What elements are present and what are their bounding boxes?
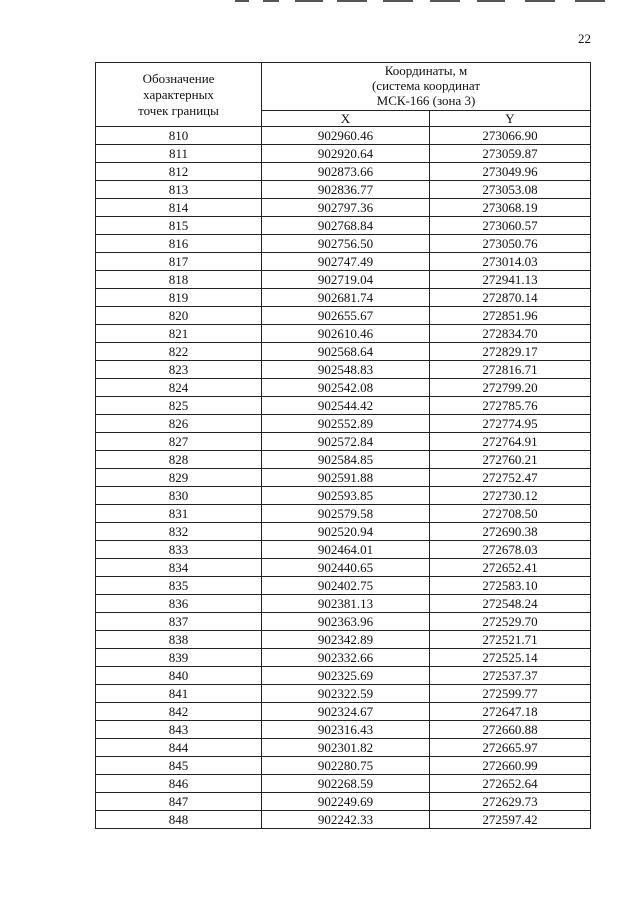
x-coordinate-cell: 902579.58 [262, 505, 430, 523]
x-coordinate-cell: 902242.33 [262, 811, 430, 829]
y-coordinate-cell: 272599.77 [430, 685, 591, 703]
y-coordinate-cell: 272785.76 [430, 397, 591, 415]
point-number-cell: 817 [96, 253, 262, 271]
y-coordinate-cell: 273059.87 [430, 145, 591, 163]
point-number-cell: 842 [96, 703, 262, 721]
point-number-cell: 816 [96, 235, 262, 253]
y-coordinate-cell: 272851.96 [430, 307, 591, 325]
point-number-cell: 820 [96, 307, 262, 325]
x-coordinate-cell: 902552.89 [262, 415, 430, 433]
x-coordinate-cell: 902572.84 [262, 433, 430, 451]
table-row [96, 685, 591, 703]
y-coordinate-cell: 272521.71 [430, 631, 591, 649]
table-row [96, 271, 591, 289]
table-row [96, 397, 591, 415]
x-coordinate-cell: 902591.88 [262, 469, 430, 487]
table-row [96, 361, 591, 379]
x-coordinate-cell: 902520.94 [262, 523, 430, 541]
table-row [96, 469, 591, 487]
y-coordinate-cell: 272665.97 [430, 739, 591, 757]
table-row [96, 523, 591, 541]
table-row [96, 145, 591, 163]
point-number-cell: 825 [96, 397, 262, 415]
table-row [96, 289, 591, 307]
y-coordinate-cell: 272870.14 [430, 289, 591, 307]
x-coordinate-cell: 902363.96 [262, 613, 430, 631]
x-coordinate-cell: 902440.65 [262, 559, 430, 577]
point-number-cell: 822 [96, 343, 262, 361]
x-coordinate-cell: 902610.46 [262, 325, 430, 343]
point-number-cell: 838 [96, 631, 262, 649]
point-number-cell: 839 [96, 649, 262, 667]
scan-top-marks [225, 0, 625, 4]
table-header [96, 63, 591, 127]
y-coordinate-cell: 272660.99 [430, 757, 591, 775]
x-coordinate-cell: 902324.67 [262, 703, 430, 721]
table-row [96, 775, 591, 793]
point-number-cell: 826 [96, 415, 262, 433]
x-coordinate-cell: 902542.08 [262, 379, 430, 397]
point-number-cell: 835 [96, 577, 262, 595]
table-row [96, 559, 591, 577]
y-column-header: Y [430, 111, 591, 127]
table-row [96, 415, 591, 433]
y-coordinate-cell: 272752.47 [430, 469, 591, 487]
table-row [96, 307, 591, 325]
y-coordinate-cell: 272583.10 [430, 577, 591, 595]
point-number-cell: 824 [96, 379, 262, 397]
x-coordinate-cell: 902719.04 [262, 271, 430, 289]
table-row [96, 199, 591, 217]
x-coordinate-cell: 902322.59 [262, 685, 430, 703]
x-coordinate-cell: 902568.64 [262, 343, 430, 361]
x-coordinate-cell: 902681.74 [262, 289, 430, 307]
x-coordinate-cell: 902768.84 [262, 217, 430, 235]
point-number-cell: 848 [96, 811, 262, 829]
y-coordinate-cell: 272764.91 [430, 433, 591, 451]
table-row [96, 343, 591, 361]
table-row [96, 631, 591, 649]
point-number-cell: 823 [96, 361, 262, 379]
x-coordinate-cell: 902920.64 [262, 145, 430, 163]
x-coordinate-cell: 902544.42 [262, 397, 430, 415]
y-coordinate-cell: 272708.50 [430, 505, 591, 523]
point-number-cell: 827 [96, 433, 262, 451]
y-coordinate-cell: 273066.90 [430, 127, 591, 145]
point-number-cell: 847 [96, 793, 262, 811]
point-number-cell: 844 [96, 739, 262, 757]
x-coordinate-cell: 902756.50 [262, 235, 430, 253]
table-row [96, 163, 591, 181]
table-row [96, 811, 591, 829]
y-coordinate-cell: 272799.20 [430, 379, 591, 397]
table-row [96, 487, 591, 505]
y-coordinate-cell: 273053.08 [430, 181, 591, 199]
point-number-cell: 811 [96, 145, 262, 163]
point-number-cell: 834 [96, 559, 262, 577]
x-coordinate-cell: 902268.59 [262, 775, 430, 793]
y-coordinate-cell: 273060.57 [430, 217, 591, 235]
x-coordinate-cell: 902301.82 [262, 739, 430, 757]
coordinates-label-line: Координаты, м [384, 63, 468, 78]
table-row [96, 217, 591, 235]
y-coordinate-cell: 273068.19 [430, 199, 591, 217]
y-coordinate-cell: 272660.88 [430, 721, 591, 739]
x-coordinate-cell: 902316.43 [262, 721, 430, 739]
y-coordinate-cell: 272529.70 [430, 613, 591, 631]
x-column-header: X [262, 111, 430, 127]
y-coordinate-cell: 273050.76 [430, 235, 591, 253]
y-coordinate-cell: 272760.21 [430, 451, 591, 469]
point-number-cell: 840 [96, 667, 262, 685]
y-coordinate-cell: 272941.13 [430, 271, 591, 289]
table-row [96, 379, 591, 397]
y-coordinate-cell: 272548.24 [430, 595, 591, 613]
y-coordinate-cell: 272629.73 [430, 793, 591, 811]
x-coordinate-cell: 902593.85 [262, 487, 430, 505]
table-row [96, 181, 591, 199]
x-coordinate-cell: 902464.01 [262, 541, 430, 559]
point-number-cell: 821 [96, 325, 262, 343]
table-row [96, 433, 591, 451]
table-row [96, 127, 591, 145]
y-coordinate-cell: 273049.96 [430, 163, 591, 181]
point-number-cell: 830 [96, 487, 262, 505]
point-number-cell: 843 [96, 721, 262, 739]
point-number-cell: 837 [96, 613, 262, 631]
x-coordinate-cell: 902747.49 [262, 253, 430, 271]
table-row [96, 451, 591, 469]
y-coordinate-cell: 273014.03 [430, 253, 591, 271]
y-coordinate-cell: 272525.14 [430, 649, 591, 667]
x-coordinate-cell: 902280.75 [262, 757, 430, 775]
table-row [96, 739, 591, 757]
y-coordinate-cell: 272537.37 [430, 667, 591, 685]
x-coordinate-cell: 902797.36 [262, 199, 430, 217]
point-number-cell: 828 [96, 451, 262, 469]
point-number-cell: 836 [96, 595, 262, 613]
coordinates-label-line: (система координат [371, 78, 481, 93]
page-number: 22 [578, 31, 591, 46]
table-row [96, 505, 591, 523]
coordinates-table [95, 62, 591, 829]
table-row [96, 703, 591, 721]
x-coordinate-cell: 902836.77 [262, 181, 430, 199]
point-label-line: Обозначение [142, 70, 215, 86]
point-number-cell: 814 [96, 199, 262, 217]
coordinates-label-line: МСК-166 (зона 3) [376, 93, 476, 108]
y-coordinate-cell: 272834.70 [430, 325, 591, 343]
point-number-cell: 832 [96, 523, 262, 541]
point-label-line: характерных [143, 86, 214, 102]
table-row [96, 253, 591, 271]
x-coordinate-cell: 902960.46 [262, 127, 430, 145]
x-coordinate-cell: 902332.66 [262, 649, 430, 667]
table-row [96, 757, 591, 775]
point-number-cell: 831 [96, 505, 262, 523]
table-row [96, 595, 591, 613]
point-number-cell: 810 [96, 127, 262, 145]
table-row [96, 577, 591, 595]
x-coordinate-cell: 902325.69 [262, 667, 430, 685]
x-coordinate-cell: 902402.75 [262, 577, 430, 595]
x-coordinate-cell: 902342.89 [262, 631, 430, 649]
y-coordinate-cell: 272647.18 [430, 703, 591, 721]
point-number-cell: 846 [96, 775, 262, 793]
point-number-cell: 812 [96, 163, 262, 181]
table-row [96, 325, 591, 343]
x-coordinate-cell: 902873.66 [262, 163, 430, 181]
point-number-cell: 813 [96, 181, 262, 199]
y-coordinate-cell: 272816.71 [430, 361, 591, 379]
x-coordinate-cell: 902381.13 [262, 595, 430, 613]
table-row [96, 667, 591, 685]
x-coordinate-cell: 902249.69 [262, 793, 430, 811]
x-coordinate-cell: 902548.83 [262, 361, 430, 379]
point-number-cell: 833 [96, 541, 262, 559]
point-number-cell: 829 [96, 469, 262, 487]
table-row [96, 649, 591, 667]
x-coordinate-cell: 902584.85 [262, 451, 430, 469]
y-coordinate-cell: 272690.38 [430, 523, 591, 541]
table-row [96, 235, 591, 253]
point-number-cell: 845 [96, 757, 262, 775]
point-number-cell: 818 [96, 271, 262, 289]
x-coordinate-cell: 902655.67 [262, 307, 430, 325]
point-number-cell: 815 [96, 217, 262, 235]
coordinates-header [262, 63, 591, 111]
table-row [96, 793, 591, 811]
table-row [96, 613, 591, 631]
point-number-cell: 841 [96, 685, 262, 703]
table-body [96, 127, 591, 829]
y-coordinate-cell: 272597.42 [430, 811, 591, 829]
y-coordinate-cell: 272774.95 [430, 415, 591, 433]
table-row [96, 721, 591, 739]
point-label-line: точек границы [138, 102, 219, 118]
table-row [96, 541, 591, 559]
y-coordinate-cell: 272678.03 [430, 541, 591, 559]
y-coordinate-cell: 272730.12 [430, 487, 591, 505]
y-coordinate-cell: 272652.41 [430, 559, 591, 577]
y-coordinate-cell: 272652.64 [430, 775, 591, 793]
y-coordinate-cell: 272829.17 [430, 343, 591, 361]
point-number-cell: 819 [96, 289, 262, 307]
point-label-header [96, 63, 262, 127]
